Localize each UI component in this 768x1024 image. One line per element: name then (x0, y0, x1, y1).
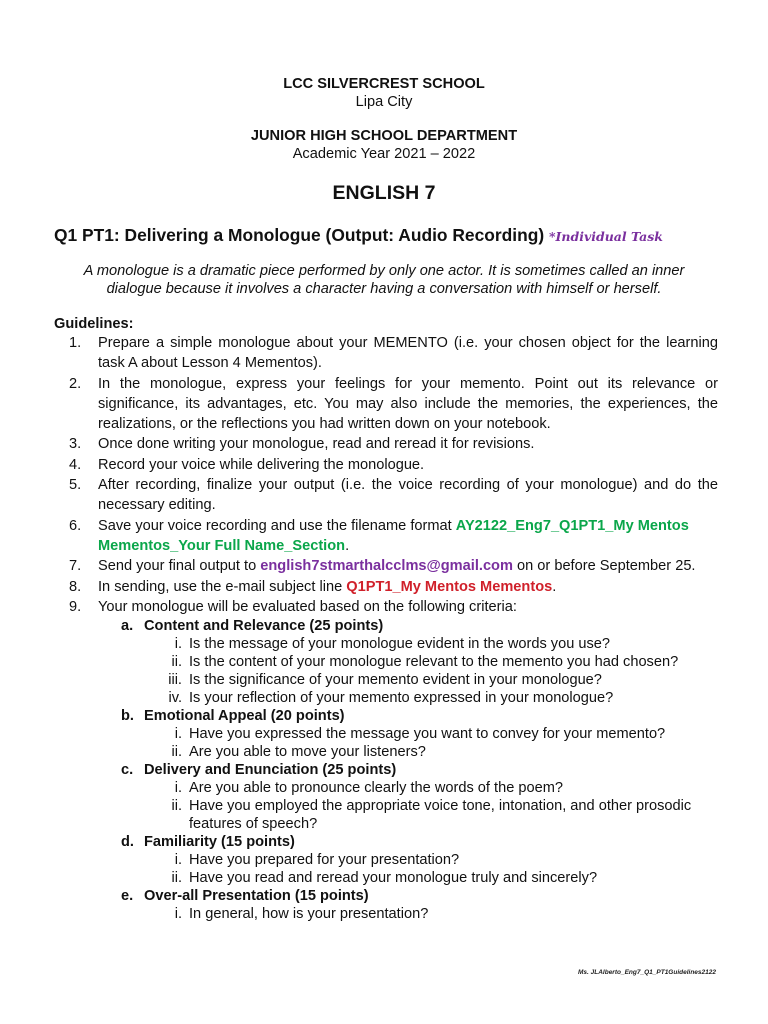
criterion-question: i. Is the message of your monologue evident in the words you use? (174, 636, 611, 653)
guidelines-label: Guidelines: (54, 316, 134, 332)
task-tag: *Individual Task (549, 229, 663, 244)
school-name: LCC SILVERCREST SCHOOL (283, 76, 485, 92)
criterion-heading: b. Emotional Appeal (20 points) (121, 708, 345, 725)
criterion-question: ii. Is the content of your monologue relevant to the memento you had chosen? (171, 654, 679, 671)
list-item: 7. Send your final output to english7stmarthalcclms@gmail.com on or before September 25. (69, 558, 696, 575)
criterion-heading: c. Delivery and Enunciation (25 points) (121, 762, 397, 779)
school-city: Lipa City (355, 94, 413, 110)
list-item: 2. In the monologue, express your feelings for your memento. Point out its relevance or significance, its advantages, etc. You may also include the memories, the experiences, the realizations, or the reflections you had written down on your notebook. (69, 375, 718, 433)
subject-title: ENGLISH 7 (332, 182, 436, 204)
criterion-question: iii. Is the significance of your memento evident in your monologue? (168, 672, 602, 689)
email-subject-line: Q1PT1_My Mentos Mementos (346, 578, 553, 595)
criterion-question: ii. Have you read and reread your monologue truly and sincerely? (171, 870, 598, 887)
academic-year: Academic Year 2021 – 2022 (292, 146, 476, 162)
criterion-heading: a. Content and Relevance (25 points) (121, 618, 384, 635)
criterion-question: i. Are you able to pronounce clearly the words of the poem? (174, 780, 563, 797)
list-item: 5. After recording, finalize your output (i.e. the voice recording of your monologue) and do the necessary editing. (69, 477, 718, 514)
footer-note: Ms. JLAlberto_Eng7_Q1_PT1Guidelines2122 (578, 969, 716, 976)
intro-paragraph: A monologue is a dramatic piece performed by only one actor. It is sometimes called an inner dialogue because it involves a character having a conversation with himself or herself. (83, 263, 685, 297)
task-title: Q1 PT1: Delivering a Monologue (Output: Audio Recording) (54, 225, 545, 245)
criterion-question: iv. Is your reflection of your memento expressed in your monologue? (168, 690, 614, 707)
criterion-question: i. Have you expressed the message you want to convey for your memento? (174, 726, 666, 743)
list-item: 8. In sending, use the e-mail subject line Q1PT1_My Mentos Mementos. (69, 578, 557, 595)
list-item: 3. Once done writing your monologue, read and reread it for revisions. (69, 436, 535, 453)
criterion-heading: e. Over-all Presentation (15 points) (121, 888, 369, 905)
criterion-question: ii. Are you able to move your listeners? (171, 744, 426, 761)
criterion-question: i. In general, how is your presentation? (174, 906, 429, 923)
list-item: 1. Prepare a simple monologue about your MEMENTO (i.e. your chosen object for the learning task A about Lesson 4 Mementos). (69, 335, 718, 372)
task-heading (54, 224, 663, 248)
email-address-link[interactable]: english7stmarthalcclms@gmail.com (260, 558, 513, 575)
department-name: JUNIOR HIGH SCHOOL DEPARTMENT (250, 128, 518, 144)
guidelines-list (54, 333, 718, 923)
filename-format: AY2122_Eng7_Q1PT1_My Mentos Mementos_Your Full Name_Section (98, 517, 689, 554)
criterion-heading: d. Familiarity (15 points) (121, 834, 295, 851)
list-item: 4. Record your voice while delivering the monologue. (69, 456, 425, 473)
list-item: 6. Save your voice recording and use the filename format AY2122_Eng7_Q1PT1_My Mentos Mementos_Your Full Name_Section. (69, 517, 689, 554)
criterion-question: i. Have you prepared for your presentation? (174, 852, 460, 869)
criterion-question: ii. Have you employed the appropriate voice tone, intonation, and other prosodic features of speech? (171, 798, 692, 833)
criteria-list (54, 617, 718, 923)
list-item: 9. Your monologue will be evaluated based on the following criteria: (69, 598, 517, 615)
